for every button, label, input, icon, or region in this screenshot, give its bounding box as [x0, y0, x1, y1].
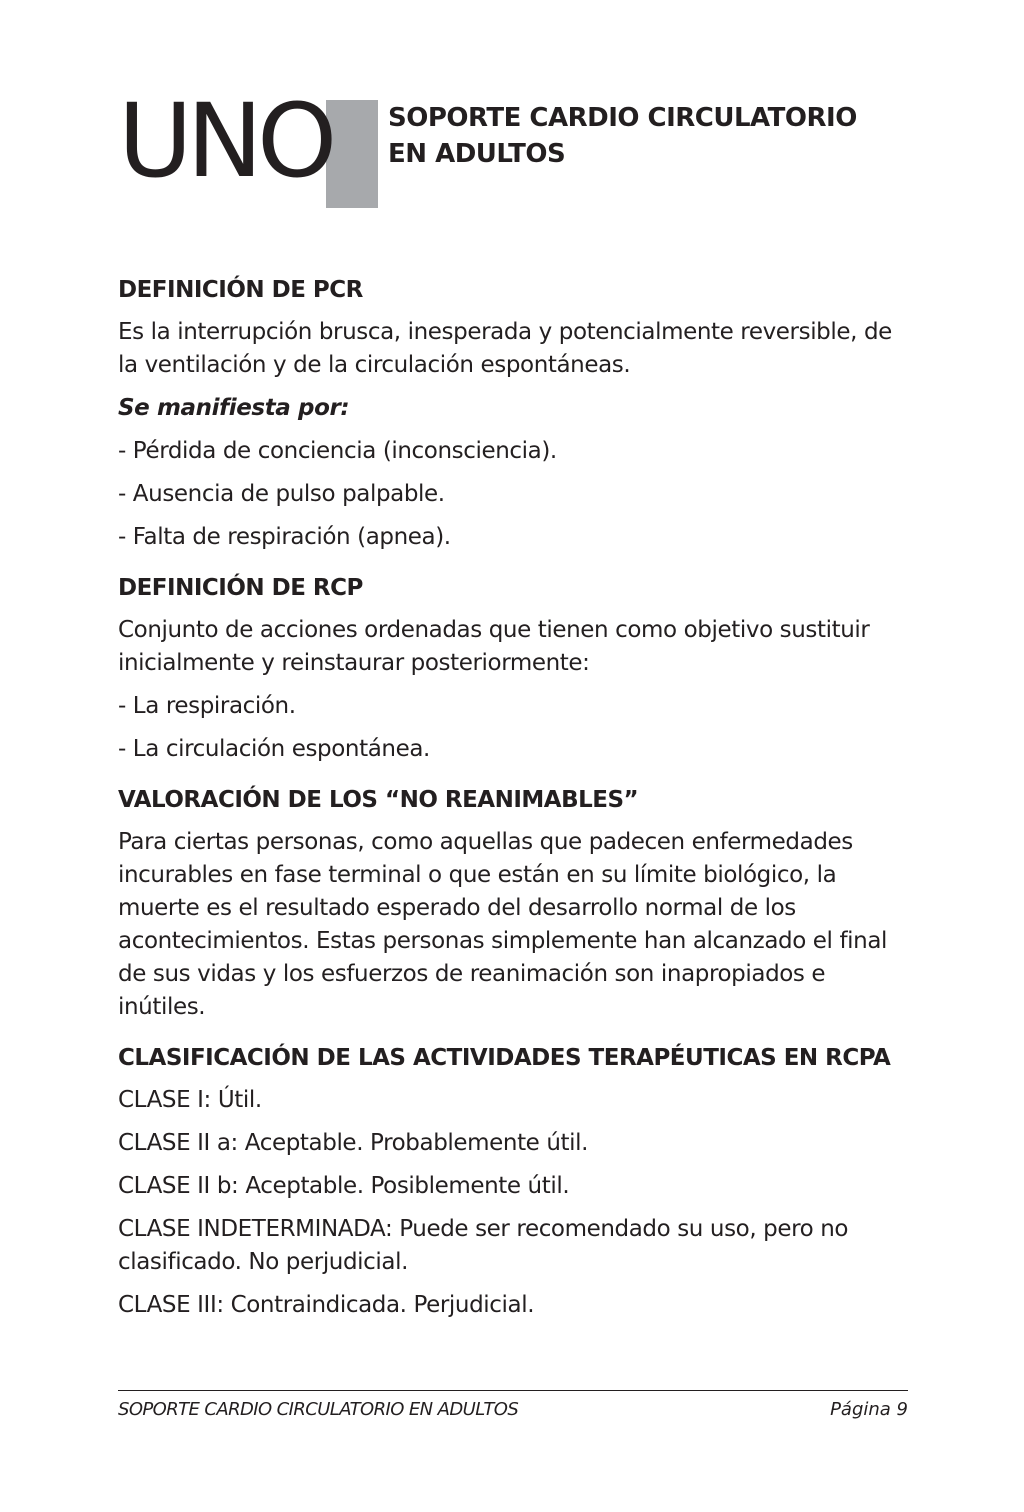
list-item: CLASE III: Contraindicada. Perjudicial. [118, 1292, 535, 1318]
section-paragraph: Para ciertas personas, como aquellas que padecen enfermedades incurables en fase terminal o que están en su límite biológico, la muerte es el resultado esperado del desarrollo normal de los acontecimientos. Estas personas simplemente han alcanzado el final de sus vidas y los esfuerzos de reanimación son inapropiados e inútiles. [118, 829, 887, 1020]
section-heading: CLASIFICACIÓN DE LAS ACTIVIDADES TERAPÉUTICAS EN RCPA [118, 1045, 891, 1071]
list-item: CLASE II a: Aceptable. Probablemente útil. [118, 1130, 589, 1156]
chapter-number-word: UNO [118, 82, 332, 201]
section-rcp [118, 572, 918, 766]
section-subheading: Se manifiesta por: [118, 395, 350, 421]
chapter-title-line-2: EN ADULTOS [388, 139, 566, 169]
list-item: CLASE I: Útil. [118, 1087, 262, 1113]
chapter-accent-bar [326, 100, 378, 208]
section-heading: DEFINICIÓN DE PCR [118, 277, 363, 303]
list-item: - Falta de respiración (apnea). [118, 524, 451, 550]
list-item: CLASE INDETERMINADA: Puede ser recomendado su uso, pero no clasificado. No perjudicial. [118, 1216, 849, 1275]
page-content [118, 274, 918, 1340]
list-item: - Ausencia de pulso palpable. [118, 481, 445, 507]
chapter-header [118, 82, 898, 211]
section-no-reanimables [118, 784, 918, 1024]
section-paragraph: Es la interrupción brusca, inesperada y potencialmente reversible, de la ventilación y de la circulación espontáneas. [118, 319, 892, 378]
footer-running-title: SOPORTE CARDIO CIRCULATORIO EN ADULTOS [118, 1399, 519, 1420]
section-heading: DEFINICIÓN DE RCP [118, 575, 363, 601]
chapter-title [388, 100, 857, 172]
section-pcr [118, 274, 918, 554]
list-item: - Pérdida de conciencia (inconsciencia). [118, 438, 557, 464]
list-item: - La circulación espontánea. [118, 736, 430, 762]
footer-divider [118, 1390, 908, 1391]
list-item: CLASE II b: Aceptable. Posiblemente útil. [118, 1173, 570, 1199]
footer-page-number: Página 9 [830, 1399, 908, 1420]
section-clasificacion [118, 1042, 918, 1322]
section-paragraph: Conjunto de acciones ordenadas que tienen como objetivo sustituir inicialmente y reinstaurar posteriormente: [118, 617, 870, 676]
list-item: - La respiración. [118, 693, 296, 719]
section-heading: VALORACIÓN DE LOS “NO REANIMABLES” [118, 787, 639, 813]
chapter-title-line-1: SOPORTE CARDIO CIRCULATORIO [388, 103, 857, 133]
